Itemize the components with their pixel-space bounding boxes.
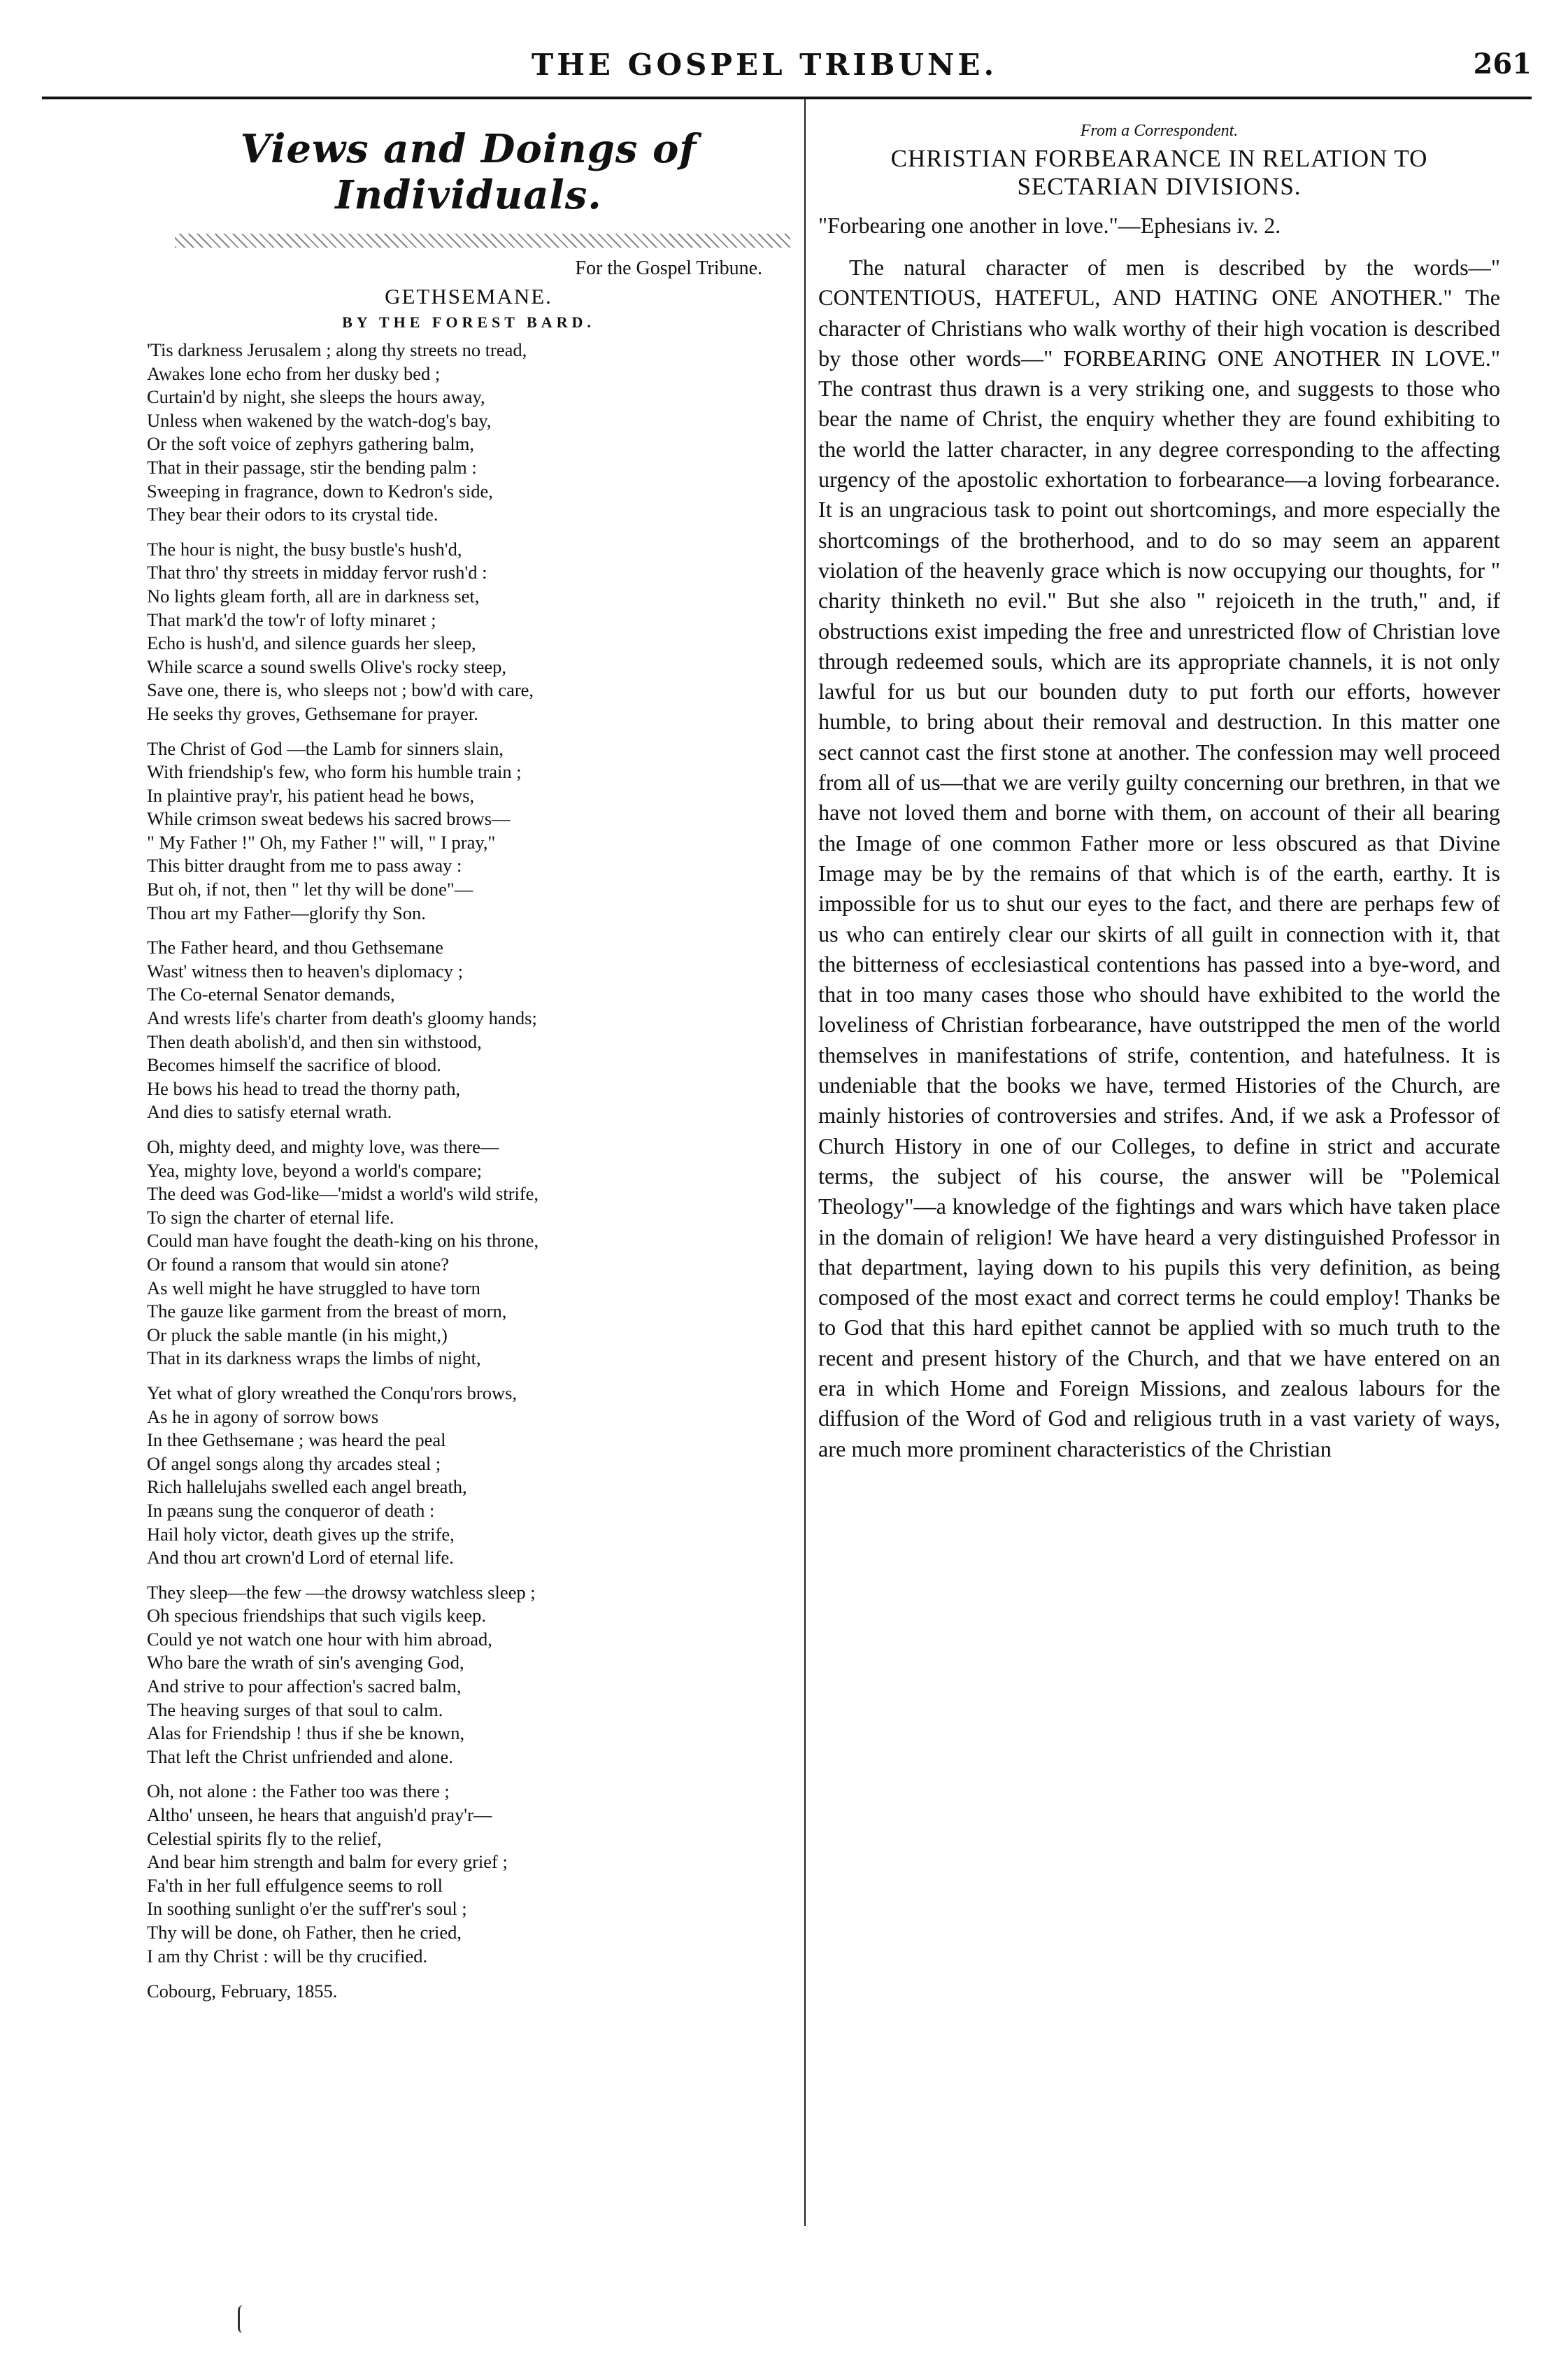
poem-line: But oh, if not, then " let thy will be done"— xyxy=(147,879,473,900)
poem-line: And dies to satisfy eternal wrath. xyxy=(147,1101,392,1123)
poem-line: Could ye not watch one hour with him abroad, xyxy=(147,1628,492,1650)
poem-line: That left the Christ unfriended and alone. xyxy=(147,1745,453,1767)
poem-line: Could man have fought the death-king on his throne, xyxy=(147,1230,539,1252)
running-title: THE GOSPEL TRIBUNE. xyxy=(532,48,998,82)
poem-line: In plaintive pray'r, his patient head he bows, xyxy=(147,784,475,806)
article-body: The natural character of men is described by the words—" CONTENTIOUS, HATEFUL, AND HATING ONE ANOTHER." The character of Christians who walk worthy of their high vocation is described by those other words—" FORBEARING ONE ANOTHER IN LOVE." The contrast thus drawn is a very striking one, and suggests to those who bear the name of Christ, the enquiry whether they are found exhibiting to the world the latter character, in any degree corresponding to the affecting urgency of the apostolic exhortation to forbearance—a loving forbearance. It is an ungracious task to point out shortcomings, and more especially the shortcomings of the brotherhood, and to do so may seem an apparent violation of the heavenly grace which is now occupying our thoughts, for " charity thinketh no evil." But she also " rejoiceth in the truth," and, if obstructions exist impeding the free and unrestricted flow of Christian love through redeemed souls, which are its appropriate channels, it is not only lawful for us but our bounden duty to put forth our efforts, however humble, to bring about their removal and destruction. In this matter one sect cannot cast the first stone at another. The confession may well proceed from all of us—that we are verily guilty concerning our brethren, in that we have not loved them and borne with them, on account of their all bearing the Image of one common Father more or less obscured as that Divine Image may be by the remains of that which is of the earth, earthy. It is impossible for us to shut our eyes to the fact, and there are perhaps few of us who can entirely clear our skirts of all guilt in connection with it, that the bitterness of ecclesiastical contentions has passed into a bye-word, and that in too many cases those who should have exhibited to the world the loveliness of Christian forbearance, have outstripped the men of the world themselves in manifestations of strife, contention, and hatefulness. It is undeniable that the books we have, termed Histories of the Church, are mainly histories of controversies and strifes. And, if we ask a Professor of Church History in one of our Colleges, to define in strict and accurate terms, the subject of his course, the answer will be "Polemical Theology"—a knowledge of the fightings and wars which have taken place in the domain of religion! We have heard a very distinguished Professor in that department, laying down to his pupils this very definition, as being composed of the most exact and correct terms he could employ! Thanks be to God that this hard epithet cannot be applied with so much truth to the recent and present history of the Church, and that we have entered on an era in which Home and Foreign Missions, and zealous labours for the diffusion of the Word of God and religious truth in a vast variety of ways, are much more prominent characteristics of the Christian xyxy=(818,255,1500,1461)
poem-line: Echo is hush'd, and silence guards her sleep, xyxy=(147,632,476,654)
poem-line: The gauze like garment from the breast of morn, xyxy=(147,1301,507,1322)
poem-stanza xyxy=(147,1382,790,1570)
poem-line: The Father heard, and thou Gethsemane xyxy=(147,937,443,958)
poem-line: Becomes himself the sacrifice of blood. xyxy=(147,1054,441,1076)
poem-line: While scarce a sound swells Olive's rocky steep, xyxy=(147,656,507,677)
poem-line: Thy will be done, oh Father, then he cried, xyxy=(147,1922,462,1943)
poem-line: They bear their odors to its crystal tide. xyxy=(147,504,439,525)
poem-line: That in their passage, stir the bending palm : xyxy=(147,456,477,478)
section-heading: Views and Doings of Individuals. xyxy=(240,126,697,218)
poem-line: Curtain'd by night, she sleeps the hours away, xyxy=(147,386,485,408)
poem-line: Oh, not alone : the Father too was there ; xyxy=(147,1780,450,1802)
poem-line: To sign the charter of eternal life. xyxy=(147,1206,394,1228)
poem-line: And strive to pour affection's sacred balm, xyxy=(147,1676,462,1697)
poem-line: Or pluck the sable mantle (in his might,) xyxy=(147,1324,448,1345)
poem-byline: BY THE FOREST BARD. xyxy=(342,313,595,331)
margin-flourish xyxy=(238,2305,248,2333)
poem-line: Awakes lone echo from her dusky bed ; xyxy=(147,362,441,384)
wavy-rule xyxy=(175,234,790,248)
poem-line: I am thy Christ : will be thy crucified. xyxy=(147,1945,428,1967)
poem-line: Yet what of glory wreathed the Conqu'rors brows, xyxy=(147,1382,518,1403)
page-number: 261 xyxy=(1473,48,1532,80)
poem-line: The hour is night, the busy bustle's hush'd, xyxy=(147,538,462,560)
right-column xyxy=(818,112,1500,1464)
poem-line: Sweeping in fragrance, down to Kedron's side, xyxy=(147,480,493,502)
poem-line: And bear him strength and balm for every grief ; xyxy=(147,1851,508,1873)
poem-line: That mark'd the tow'r of lofty minaret ; xyxy=(147,609,436,630)
poem-line: Celestial spirits fly to the relief, xyxy=(147,1827,382,1849)
header-rule xyxy=(42,97,1532,99)
poem-line: He bows his head to tread the thorny path, xyxy=(147,1077,461,1099)
poem-line: Or the soft voice of zephyrs gathering balm, xyxy=(147,433,475,455)
poem-line: In soothing sunlight o'er the suff'rer's soul ; xyxy=(147,1898,467,1920)
poem-line: Rich hallelujahs swelled each angel breath, xyxy=(147,1476,467,1498)
poem-line: That thro' thy streets in midday fervor rush'd : xyxy=(147,562,487,583)
poem-line: Unless when wakened by the watch-dog's bay, xyxy=(147,409,492,431)
poem-stanza xyxy=(147,1581,790,1769)
poem-line: Oh specious friendships that such vigils keep. xyxy=(147,1605,487,1627)
poem-stanza xyxy=(147,339,790,527)
poem-line: The heaving surges of that soul to calm. xyxy=(147,1699,443,1720)
poem-line: No lights gleam forth, all are in darkness set, xyxy=(147,585,480,607)
poem-line: In thee Gethsemane ; was heard the peal xyxy=(147,1429,446,1451)
poem-line: Yea, mighty love, beyond a world's compare; xyxy=(147,1159,482,1181)
left-column xyxy=(147,112,790,2003)
poem-stanza xyxy=(147,1780,790,1968)
poem-line: Then death abolish'd, and then sin withstood, xyxy=(147,1030,482,1052)
poem-line: As he in agony of sorrow bows xyxy=(147,1405,379,1427)
poem-line: Of angel songs along thy arcades steal ; xyxy=(147,1452,441,1474)
poem-stanza xyxy=(147,538,790,726)
poem-line: Fa'th in her full effulgence seems to roll xyxy=(147,1874,443,1896)
poem-body xyxy=(147,339,790,1968)
poem-line: Oh, mighty deed, and mighty love, was there— xyxy=(147,1136,499,1157)
poem-line: The Christ of God —the Lamb for sinners slain, xyxy=(147,737,504,759)
poem-line: And thou art crown'd Lord of eternal life. xyxy=(147,1547,454,1568)
poem-stanza xyxy=(147,1135,790,1370)
poem-line: With friendship's few, who form his humble train ; xyxy=(147,761,522,783)
article-epigraph: "Forbearing one another in love."—Ephesians iv. 2. xyxy=(818,213,1281,238)
poem-stanza xyxy=(147,936,790,1124)
from-correspondent: From a Correspondent. xyxy=(1080,122,1239,140)
poem-credit: For the Gospel Tribune. xyxy=(575,257,762,279)
poem-line: The Co-eternal Senator demands, xyxy=(147,984,395,1005)
poem-title: GETHSEMANE. xyxy=(385,284,553,309)
poem-stanza xyxy=(147,737,790,926)
poem-line: And wrests life's charter from death's gloomy hands; xyxy=(147,1007,537,1029)
poem-line: Or found a ransom that would sin atone? xyxy=(147,1253,449,1275)
poem-line: They sleep—the few —the drowsy watchless sleep ; xyxy=(147,1581,536,1603)
poem-line: Thou art my Father—glorify thy Son. xyxy=(147,902,426,923)
column-divider xyxy=(804,99,806,2226)
poem-line: Wast' witness then to heaven's diplomacy ; xyxy=(147,960,463,982)
poem-signoff: Cobourg, February, 1855. xyxy=(147,1981,338,2002)
poem-line: This bitter draught from me to pass away : xyxy=(147,855,462,877)
article-title: CHRISTIAN FORBEARANCE IN RELATION TO SECTARIAN DIVISIONS. xyxy=(890,145,1428,200)
poem-line: The deed was God-like—'midst a world's wild strife, xyxy=(147,1183,539,1205)
poem-line: In pæans sung the conqueror of death : xyxy=(147,1499,435,1521)
poem-line: Alas for Friendship ! thus if she be known, xyxy=(147,1722,465,1744)
poem-line: As well might he have struggled to have torn xyxy=(147,1277,480,1298)
poem-line: Save one, there is, who sleeps not ; bow'd with care, xyxy=(147,679,534,701)
poem-line: While crimson sweat bedews his sacred brows— xyxy=(147,808,511,830)
poem-line: Who bare the wrath of sin's avenging God, xyxy=(147,1652,464,1673)
poem-line: Hail holy victor, death gives up the strife, xyxy=(147,1523,455,1545)
poem-line: He seeks thy groves, Gethsemane for prayer. xyxy=(147,702,478,724)
poem-line: " My Father !" Oh, my Father !" will, " I pray," xyxy=(147,831,496,853)
running-head xyxy=(42,42,1546,98)
poem-line: Altho' unseen, he hears that anguish'd pray'r— xyxy=(147,1804,492,1826)
poem-line: That in its darkness wraps the limbs of night, xyxy=(147,1347,481,1369)
poem-line: 'Tis darkness Jerusalem ; along thy streets no tread, xyxy=(147,339,527,360)
